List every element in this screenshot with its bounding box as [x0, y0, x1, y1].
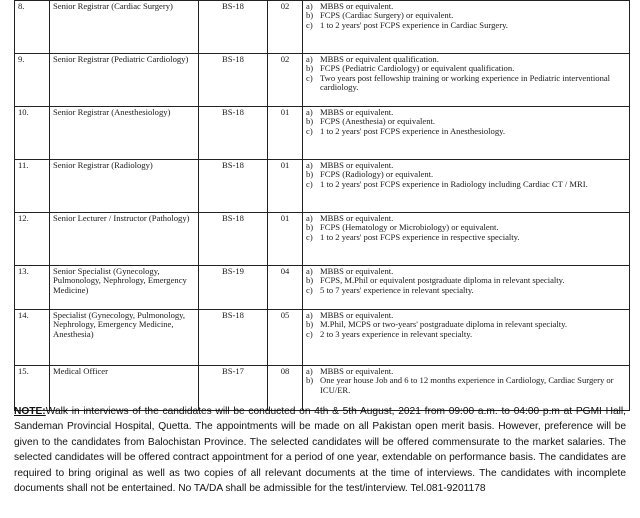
pay-scale: BS-18	[199, 160, 268, 213]
qualification-text: 1 to 2 years' post FCPS experience in respective specialty.	[320, 231, 520, 242]
post-count: 01	[268, 213, 303, 266]
post-name: Senior Registrar (Cardiac Surgery)	[50, 1, 199, 54]
post-count: 08	[268, 366, 303, 411]
post-count: 01	[268, 107, 303, 160]
serial-number: 12.	[15, 213, 50, 266]
note-label: NOTE:	[14, 406, 46, 417]
qualification-text: 1 to 2 years' post FCPS experience in Radiology including Cardiac CT / MRI.	[320, 178, 588, 189]
post-count: 02	[268, 1, 303, 54]
qualification-marker: a)	[306, 1, 313, 11]
qualification-item	[306, 330, 626, 339]
note-paragraph	[14, 404, 626, 496]
qualification-marker: a)	[306, 266, 313, 276]
qualification-marker: a)	[306, 54, 313, 64]
qualification-marker: b)	[306, 116, 314, 127]
posts-table-body	[15, 1, 630, 411]
qualification-text: Two years post fellowship training or working experience in Pediatric interventional cardiology.	[320, 72, 611, 93]
qualification-text: MBBS or equivalent.	[320, 310, 394, 320]
qualification-item	[306, 127, 626, 136]
qualification-marker: b)	[306, 319, 314, 330]
qualification-text: 2 to 3 years experience in relevant specialty.	[320, 328, 473, 339]
qualification-cell	[303, 54, 630, 107]
post-count: 02	[268, 54, 303, 107]
qualification-text: FCPS, M.Phil or equivalent postgraduate diploma in relevant specialty.	[320, 275, 565, 286]
post-name: Senior Registrar (Anesthesiology)	[50, 107, 199, 160]
qualification-text: 1 to 2 years' post FCPS experience in Anesthesiology.	[320, 125, 506, 136]
pay-scale: BS-18	[199, 213, 268, 266]
qualification-item	[306, 376, 626, 395]
post-name: Medical Officer	[50, 366, 199, 411]
qualification-text: One year house Job and 6 to 12 months experience in Cardiology, Cardiac Surgery or ICU/ER.	[320, 375, 614, 395]
qualification-text: FCPS (Anesthesia) or equivalent.	[320, 116, 436, 127]
qualification-cell	[303, 266, 630, 310]
qualification-marker: b)	[306, 275, 314, 286]
post-name: Senior Registrar (Pediatric Cardiology)	[50, 54, 199, 107]
qualification-cell	[303, 213, 630, 266]
qualification-text: FCPS (Hematology or Microbiology) or equivalent.	[320, 222, 499, 233]
qualification-item	[306, 286, 626, 295]
pay-scale: BS-19	[199, 266, 268, 310]
qualification-text: 1 to 2 years' post FCPS experience in Cardiac Surgery.	[320, 19, 508, 30]
pay-scale: BS-17	[199, 366, 268, 411]
qualification-text: MBBS or equivalent.	[320, 1, 394, 11]
qualification-marker: c)	[306, 125, 313, 136]
note-text: Walk in interviews of the candidates will be conducted on 4th & 5th August, 2021 from 09:00 a.m. to 04:00 p.m at PGMI Hall, Sandeman Provincial Hospital, Quetta. The appointments will be made on all Pakistan open merit basis. However, preference will be given to the candidates from Balochistan Province. The selected candidates will be offered commensurate to the market salaries. The selected candidates will be offered contract appointment for a period of one year, extendable on performance basis. The candidates are required to bring original as well as two copies of all relevant documents at the time of interviews. The candidates with incomplete documents shall not be entertained. No TA/DA shall be admissible for the test/interview. Tel.081-9201178	[14, 406, 626, 495]
table-row	[15, 310, 630, 366]
qualification-marker: b)	[306, 375, 314, 386]
qualification-marker: c)	[306, 231, 313, 242]
qualification-text: 5 to 7 years' experience in relevant specialty.	[320, 284, 474, 295]
qualification-text: MBBS or equivalent.	[320, 160, 394, 170]
qualification-marker: b)	[306, 63, 314, 74]
qualification-text: MBBS or equivalent.	[320, 107, 394, 117]
advertisement-sheet	[8, 0, 632, 411]
serial-number: 13.	[15, 266, 50, 310]
qualification-text: FCPS (Cardiac Surgery) or equivalent.	[320, 10, 454, 21]
qualification-cell	[303, 160, 630, 213]
qualification-item	[306, 180, 626, 189]
qualification-marker: c)	[306, 19, 313, 30]
table-row	[15, 107, 630, 160]
post-name: Specialist (Gynecology, Pulmonology, Nephrology, Emergency Medicine, Anesthesia)	[50, 310, 199, 366]
qualification-text: MBBS or equivalent.	[320, 213, 394, 223]
posts-table	[14, 0, 630, 411]
pay-scale: BS-18	[199, 310, 268, 366]
table-row	[15, 54, 630, 107]
serial-number: 11.	[15, 160, 50, 213]
table-row	[15, 160, 630, 213]
qualification-marker: c)	[306, 284, 313, 295]
qualification-marker: c)	[306, 72, 313, 83]
qualification-marker: c)	[306, 328, 313, 339]
qualification-marker: c)	[306, 178, 313, 189]
qualification-text: MBBS or equivalent qualification.	[320, 54, 439, 64]
qualification-marker: a)	[306, 213, 313, 223]
qualification-text: MBBS or equivalent.	[320, 266, 394, 276]
serial-number: 14.	[15, 310, 50, 366]
pay-scale: BS-18	[199, 107, 268, 160]
qualification-marker: b)	[306, 10, 314, 21]
serial-number: 15.	[15, 366, 50, 411]
pay-scale: BS-18	[199, 1, 268, 54]
qualification-marker: a)	[306, 310, 313, 320]
qualification-text: FCPS (Pediatric Cardiology) or equivalent qualification.	[320, 63, 515, 74]
qualification-item	[306, 21, 626, 30]
qualification-cell	[303, 310, 630, 366]
table-row	[15, 266, 630, 310]
pay-scale: BS-18	[199, 54, 268, 107]
qualification-text: M.Phil, MCPS or two-years' postgraduate diploma in relevant specialty.	[320, 319, 568, 330]
post-name: Senior Lecturer / Instructor (Pathology)	[50, 213, 199, 266]
qualification-marker: b)	[306, 222, 314, 233]
qualification-marker: a)	[306, 366, 313, 376]
post-count: 05	[268, 310, 303, 366]
post-count: 04	[268, 266, 303, 310]
serial-number: 10.	[15, 107, 50, 160]
table-row	[15, 1, 630, 54]
qualification-marker: b)	[306, 169, 314, 180]
qualification-item	[306, 233, 626, 242]
table-row	[15, 213, 630, 266]
post-count: 01	[268, 160, 303, 213]
post-name: Senior Registrar (Radiology)	[50, 160, 199, 213]
serial-number: 9.	[15, 54, 50, 107]
qualification-marker: a)	[306, 160, 313, 170]
qualification-item	[306, 74, 626, 93]
qualification-cell	[303, 1, 630, 54]
qualification-text: MBBS or equivalent.	[320, 366, 394, 376]
qualification-cell	[303, 107, 630, 160]
qualification-marker: a)	[306, 107, 313, 117]
post-name: Senior Specialist (Gynecology, Pulmonology, Nephrology, Emergency Medicine)	[50, 266, 199, 310]
qualification-text: FCPS (Radiology) or equivalent.	[320, 169, 434, 180]
serial-number: 8.	[15, 1, 50, 54]
